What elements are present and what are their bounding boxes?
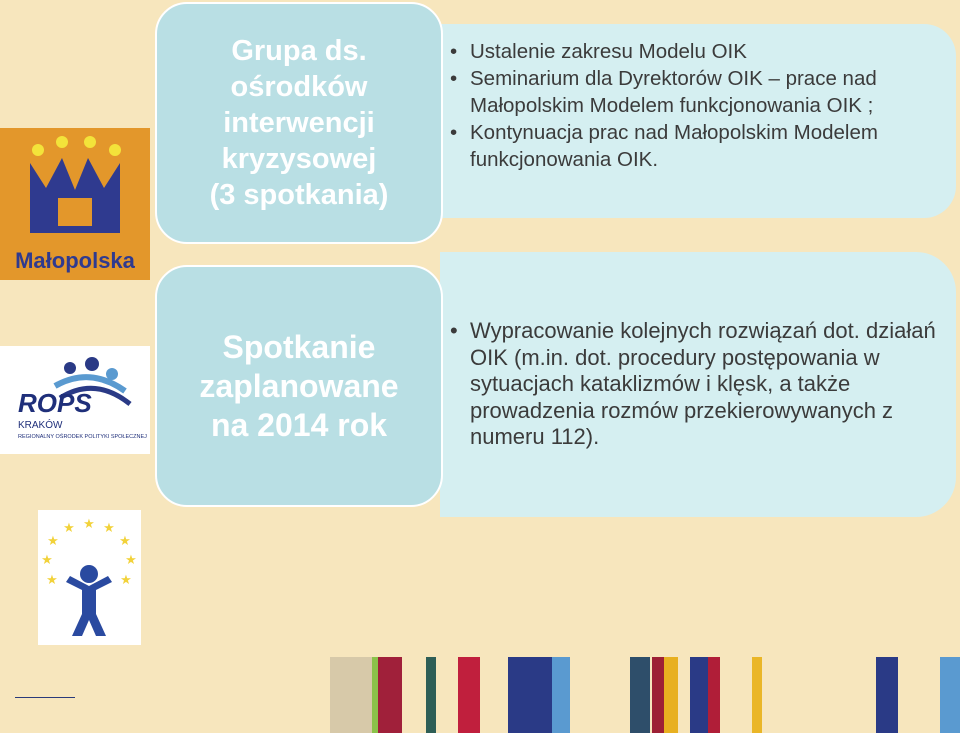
svg-text:★: ★ xyxy=(83,516,95,531)
stripe xyxy=(708,657,720,733)
section2-content-box xyxy=(440,252,956,517)
stripe xyxy=(630,657,650,733)
stripe xyxy=(378,657,402,733)
rops-logo xyxy=(0,346,150,454)
section1-title-box xyxy=(155,2,443,244)
svg-text:★: ★ xyxy=(41,552,53,567)
list-item: • Ustalenie zakresu Modelu OIK xyxy=(444,38,944,65)
stripe xyxy=(426,657,436,733)
malopolska-logo xyxy=(0,128,150,280)
rops-full-name: REGIONALNY OŚRODEK POLITYKI SPOŁECZNEJ xyxy=(18,434,147,440)
section2-title-box xyxy=(155,265,443,507)
stripe xyxy=(652,657,664,733)
section1-title: Grupa ds. ośrodków interwencji kryzysowej (3 spotkania) xyxy=(209,35,389,211)
section1-content-box xyxy=(440,24,956,218)
section1-list xyxy=(444,38,944,173)
stripe xyxy=(330,657,372,733)
malopolska-label: Małopolska xyxy=(15,248,135,273)
rops-city: KRAKÓW xyxy=(18,420,63,431)
section2-title: Spotkanie zaplanowane na 2014 rok xyxy=(199,328,399,443)
rops-figures-icon xyxy=(0,346,150,454)
rops-name: ROPS xyxy=(18,388,92,418)
svg-text:★: ★ xyxy=(120,572,132,587)
divider-line xyxy=(15,697,75,698)
svg-text:★: ★ xyxy=(63,520,75,535)
eu-logo xyxy=(38,510,141,645)
list-item: • Wypracowanie kolejnych rozwiązań dot. działań OIK (m.in. dot. procedury postępowania w sytuacjach kataklizmów i klęsk, a także prowadzenia rozmów przekierowywanych z numeru 112). xyxy=(444,318,949,451)
stripe xyxy=(940,657,960,733)
stripe xyxy=(752,657,762,733)
stripe xyxy=(664,657,678,733)
stripe xyxy=(458,657,480,733)
stripe xyxy=(552,657,570,733)
decorative-stripes xyxy=(330,657,960,733)
list-item: • Kontynuacja prac nad Małopolskim Modelem funkcjonowania OIK. xyxy=(444,119,944,173)
stripe xyxy=(690,657,708,733)
svg-text:★: ★ xyxy=(125,552,137,567)
malopolska-crown-icon xyxy=(0,128,150,280)
svg-text:★: ★ xyxy=(103,520,115,535)
section2-list xyxy=(444,318,949,451)
stripe xyxy=(508,657,552,733)
svg-text:★: ★ xyxy=(119,533,131,548)
stripe xyxy=(876,657,898,733)
svg-text:★: ★ xyxy=(47,533,59,548)
list-item: • Seminarium dla Dyrektorów OIK – prace nad Małopolskim Modelem funkcjonowania OIK ; xyxy=(444,65,944,119)
eu-stars-figure-icon xyxy=(38,510,141,645)
svg-text:★: ★ xyxy=(46,572,58,587)
